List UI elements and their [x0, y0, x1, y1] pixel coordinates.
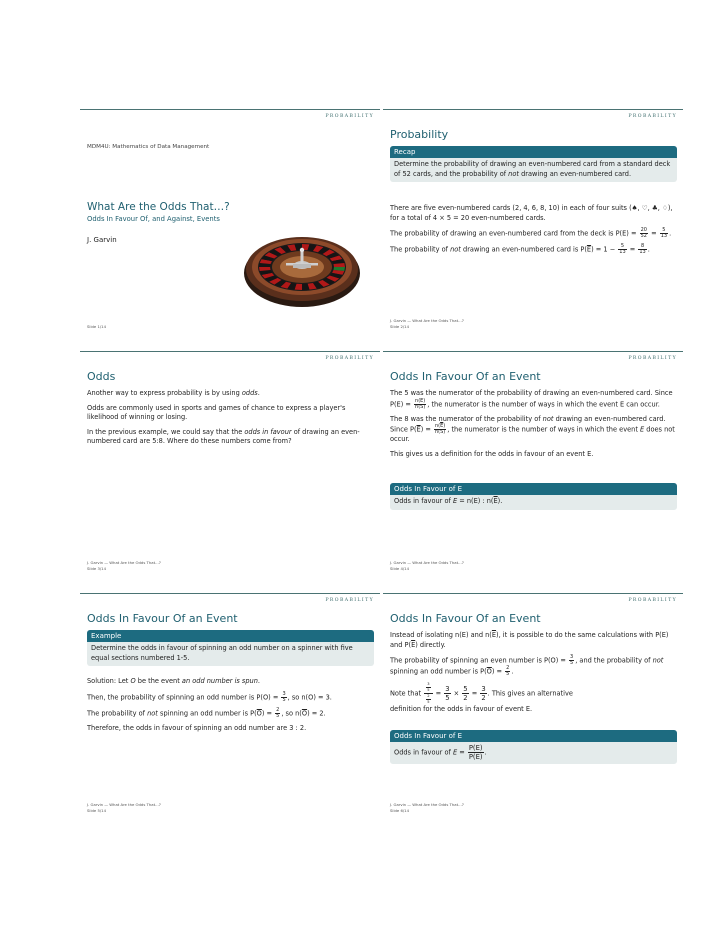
- recap-box: [390, 146, 677, 182]
- paragraph-probability-not-even: The probability of not drawing an even-numbered card is $P(\overline{E}) = 1$ − $\frac{5}{13}$ = $\frac{8}{13}$ .: [390, 243, 650, 256]
- fraction: $\frac{3}{5}$: [445, 685, 450, 703]
- slide-number: Slide 6/14: [390, 807, 409, 813]
- paragraph: Therefore, the odds in favour of spinning an odd number are 3 : 2.: [87, 723, 307, 732]
- fraction: $\frac{3}{5}$: [282, 690, 286, 703]
- paragraph-probability-even: The probability of drawing an even-numbered card from the deck is P(E) = $\frac{20}{52}$ = $\frac{5}{13}$ .: [390, 227, 672, 240]
- fraction: $\frac{P(E)}{P(\overline{E})}$: [468, 744, 483, 761]
- paragraph: This gives us a definition for the odds in favour of an event E.: [390, 449, 594, 458]
- slide-body: [87, 389, 374, 452]
- slide-body: [390, 631, 677, 720]
- example-box: [87, 630, 374, 666]
- slide-header-bar: [383, 109, 683, 124]
- fraction: $\frac{n(E)}{n(S)}$: [415, 397, 426, 410]
- slide-body: [87, 677, 374, 738]
- definition-box-body: Odds in favour of E = n(E) : $n(\overline{E})$.: [394, 497, 503, 505]
- fraction: $\frac{5}{2}$: [463, 685, 468, 703]
- fraction: $\frac{8}{13}$: [639, 243, 646, 256]
- paragraph: The probability of not spinning an odd number is $P(\overline{O})$ = $\frac{2}{5}$ , so $n(\overline{O}) = 2$.: [87, 706, 326, 719]
- slide-number: Slide 5/14: [87, 807, 106, 813]
- slide-footer: J. Garvin — What Are the Odds That…? Slide 6/14: [390, 802, 464, 813]
- section-label: PROBABILITY: [628, 356, 677, 361]
- slide-title: Probability: [390, 128, 449, 141]
- section-label: PROBABILITY: [628, 598, 677, 603]
- slide-title: Odds In Favour Of an Event: [87, 612, 238, 625]
- paragraph: Note that $\frac{\frac{3}{5}}{\frac{2}{5}}$ = $\frac{3}{5}$ × $\frac{5}{2}$ = $\frac{3}{2}$ . This gives an alternative: [390, 682, 573, 705]
- slide-body: [390, 389, 677, 465]
- slide-number: Slide 3/14: [87, 565, 106, 571]
- fraction: $\frac{20}{52}$: [640, 227, 647, 240]
- slide-body: [390, 204, 677, 260]
- definition-box: [390, 483, 677, 510]
- section-label: PROBABILITY: [325, 114, 374, 119]
- slide-4: [383, 351, 683, 573]
- slide-footer: J. Garvin — What Are the Odds That…? Slide 2/14: [390, 318, 464, 329]
- paragraph: definition for the odds in favour of event E.: [390, 705, 533, 714]
- definition-box-header: Odds In Favour of E: [390, 483, 677, 495]
- slide-footer: J. Garvin — What Are the Odds That…? Slide 4/14: [390, 560, 464, 571]
- definition-box-header: Odds In Favour of E: [390, 730, 677, 742]
- section-label: PROBABILITY: [628, 114, 677, 119]
- paragraph: Odds are commonly used in sports and games of chance to express a player's likelihood of winning or losing.: [87, 403, 346, 422]
- recap-box-header: Recap: [390, 146, 677, 158]
- slide-5: [80, 593, 380, 815]
- example-box-header: Example: [87, 630, 374, 642]
- section-label: PROBABILITY: [325, 598, 374, 603]
- paragraph: The 5 was the numerator of the probability of drawing an even-numbered card. Since P(E) = $\frac{n(E)}{n(S)}$ , the numerator is the number of ways in which the event E can occur.: [390, 389, 673, 410]
- slide-header-bar: [383, 593, 683, 608]
- paragraph: Another way to express probability is by using odds.: [87, 389, 260, 397]
- presentation-subtitle: Odds In Favour Of, and Against, Events: [87, 215, 220, 223]
- slide-header-bar: [80, 351, 380, 366]
- slide-header-bar: [80, 593, 380, 608]
- fraction: $\frac{\frac{3}{5}}{\frac{2}{5}}$: [424, 682, 432, 705]
- slide-title: Odds In Favour Of an Event: [390, 370, 541, 383]
- recap-box-body: Determine the probability of drawing an even-numbered card from a standard deck of 52 cards, and the probability of not drawing an even-numbered card.: [394, 160, 671, 178]
- paragraph: In the previous example, we could say that the odds in favour of drawing an even-numbered card are 5:8. Where do these numbers come from?: [87, 427, 360, 446]
- slide-number: Slide 2/14: [390, 323, 409, 329]
- fraction: $\frac{n(\overline{E})}{n(S)}$: [435, 423, 446, 436]
- paragraph: The 8 was the numerator of the probability of not drawing an even-numbered card. Since $P(\overline{E})$ = $\frac{n(\overline{E})}{n(S)}$ , the numerator is the number of ways in which the event E does not occur.: [390, 414, 675, 444]
- course-name: MDM4U: Mathematics of Data Management: [87, 144, 210, 150]
- slide-header-bar: [383, 351, 683, 366]
- slide-footer: J. Garvin — What Are the Odds That…? Slide 3/14: [87, 560, 161, 571]
- paragraph: The probability of spinning an even number is P(O) = $\frac{3}{5}$ , and the probability of not spinning an odd number is $P(\overline{O})$ = $\frac{2}{5}$ .: [390, 654, 664, 678]
- slide-footer: J. Garvin — What Are the Odds That…? Slide 5/14: [87, 802, 161, 813]
- fraction: $\frac{3}{2}$: [481, 685, 486, 703]
- presentation-title: What Are the Odds That…?: [87, 201, 230, 213]
- author: J. Garvin: [87, 236, 117, 244]
- slide-number: Slide 4/14: [390, 565, 409, 571]
- slide-2: [383, 109, 683, 331]
- fraction: $\frac{3}{5}$: [570, 654, 574, 667]
- definition-box: [390, 730, 677, 764]
- slide-number: Slide 1/14: [87, 323, 106, 329]
- section-label: PROBABILITY: [325, 356, 374, 361]
- roulette-wheel-image: [242, 225, 362, 311]
- slide-6: [383, 593, 683, 815]
- paragraph: There are five even-numbered cards (2, 4, 6, 8, 10) in each of four suits (♠, ♡, ♣, ♢), for a total of 4 × 5 = 20 even-numbered cards.: [390, 204, 673, 222]
- paragraph: Then, the probability of spinning an odd number is P(O) = $\frac{3}{5}$ , so n(O) = 3.: [87, 690, 332, 703]
- fraction: $\frac{5}{13}$: [660, 227, 668, 240]
- paragraph: Instead of isolating n(E) and $n(\overline{E})$, it is possible to do the same calculations with P(E) and $P(\overline{E})$ directly.: [390, 631, 669, 649]
- paragraph: Solution: Let O be the event an odd number is spun.: [87, 677, 261, 685]
- example-box-body: Determine the odds in favour of spinning an odd number on a spinner with five equal sections numbered 1-5.: [91, 644, 353, 662]
- slide-1: [80, 109, 380, 331]
- fraction: $\frac{5}{13}$: [619, 243, 626, 256]
- fraction: $\frac{2}{5}$: [276, 706, 280, 719]
- slide-title: Odds: [87, 370, 116, 383]
- slide-3: [80, 351, 380, 573]
- definition-box-body: Odds in favour of E = $\frac{P(E)}{P(\overline{E})}$ .: [394, 744, 487, 761]
- slide-title: Odds In Favour Of an Event: [390, 612, 541, 625]
- fraction: $\frac{2}{5}$: [506, 665, 510, 678]
- slide-header-bar: [80, 109, 380, 124]
